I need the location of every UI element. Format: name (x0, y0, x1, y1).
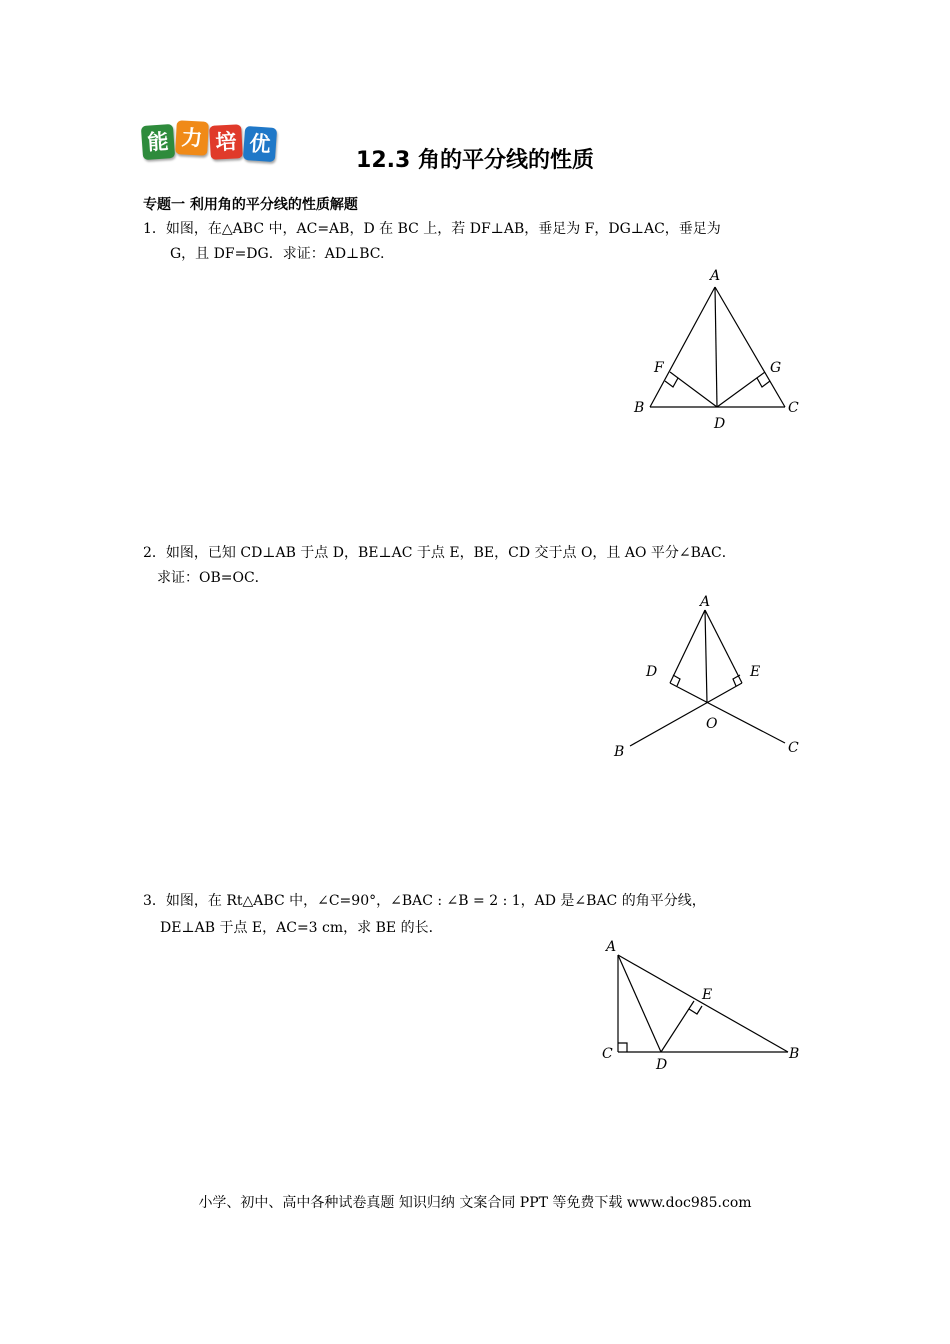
label-C: C (788, 400, 799, 416)
label-D: D (714, 416, 726, 432)
problem-1-line-1: 1．如图，在△ABC 中，AC=AB，D 在 BC 上，若 DF⊥AB，垂足为 F，DG⊥AC，垂足为 (143, 221, 721, 237)
label-B: B (614, 744, 625, 760)
label-O: O (706, 716, 718, 732)
footer: 小学、初中、高中各种试卷真题 知识归纳 文案合同 PPT 等免费下载 www.doc985.com (198, 1195, 752, 1211)
figure-2 (600, 588, 820, 768)
label-E: E (750, 664, 761, 680)
section-heading: 专题一 利用角的平分线的性质解题 (143, 197, 358, 213)
problem-1-line-2: G，且 DF=DG．求证：AD⊥BC. (170, 246, 385, 262)
figure-1 (620, 260, 820, 440)
label-G: G (770, 360, 782, 376)
label-C: C (602, 1046, 613, 1062)
page-title: 12.3 角的平分线的性质 (356, 148, 594, 173)
problem-2-line-1: 2．如图，已知 CD⊥AB 于点 D，BE⊥AC 于点 E，BE，CD 交于点 O，且 AO 平分∠BAC． (143, 545, 736, 561)
label-D: D (646, 664, 658, 680)
label-B: B (789, 1046, 800, 1062)
logo-char: 能 (141, 124, 175, 160)
label-D: D (656, 1057, 668, 1073)
label-A: A (700, 594, 711, 610)
problem-3-line-1: 3．如图，在 Rt△ABC 中，∠C=90°，∠BAC : ∠B = 2 : 1，AD 是∠BAC 的角平分线， (143, 893, 706, 909)
logo-char: 优 (243, 126, 277, 162)
label-A: A (606, 939, 617, 955)
label-C: C (788, 740, 799, 756)
label-B: B (634, 400, 645, 416)
label-E: E (702, 987, 713, 1003)
figure-3 (598, 935, 818, 1075)
label-F: F (654, 360, 664, 376)
logo-char: 力 (175, 120, 209, 156)
problem-3-line-2: DE⊥AB 于点 E，AC=3 cm，求 BE 的长． (160, 920, 443, 936)
label-A: A (710, 268, 721, 284)
problem-2-line-2: 求证：OB=OC． (157, 570, 269, 586)
logo-char: 培 (209, 124, 243, 160)
